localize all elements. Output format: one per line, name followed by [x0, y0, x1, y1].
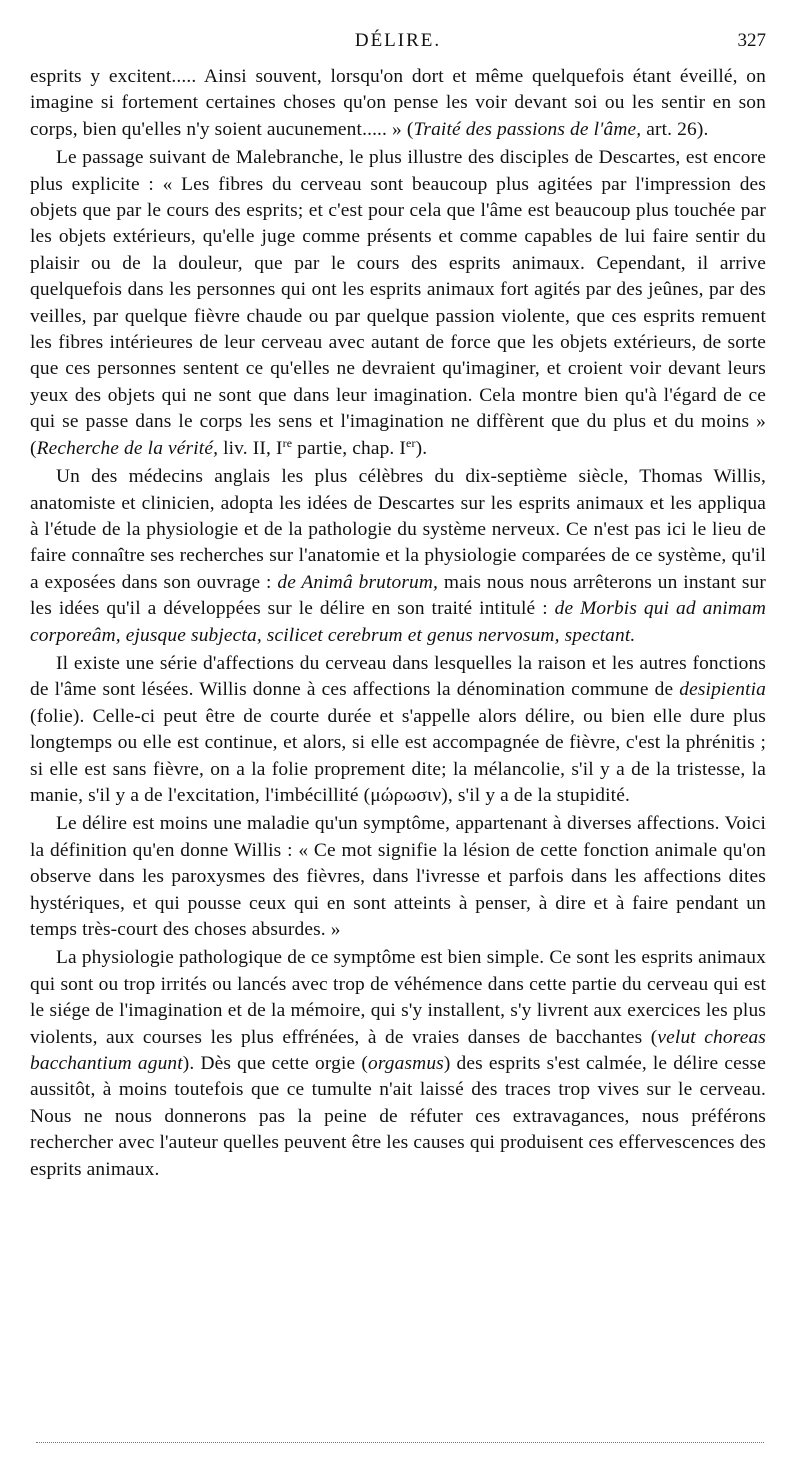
italic-run: Recherche de la vérité, [36, 437, 219, 459]
italic-run: orgasmus [367, 1053, 444, 1075]
paragraph-delire-definition [30, 811, 766, 943]
text-run: (folie). Celle-ci peut être de courte durée et s'appelle alors délire, ou bien elle dure plus longtemps ou elle est continue, et alors, si elle est accompagnée de fièvre, c'est la phrénitis ; si elle est sans fièvre, on a la folie proprement dite; la mélancolie, s'il y a de la tristesse, la manie, s'il y a de l'excitation, l'imbécillité (μώρωσιν), s'il y a de la stupidité. [30, 705, 766, 806]
footer-rule [36, 1442, 764, 1443]
running-header [30, 0, 766, 64]
italic-run: desipientia [679, 679, 766, 701]
italic-run: de Animâ brutorum, [277, 571, 439, 593]
paragraph-desipientia [30, 651, 766, 809]
paragraph-continued [30, 64, 766, 143]
superscript-run: er [406, 435, 416, 450]
paragraph-malebranche [30, 145, 766, 462]
text-run: art. 26). [641, 118, 709, 140]
text-run: Un des médecins anglais les plus célèbres du dix-septième siècle, Thomas Willis, anatomiste et clinicien, adopta les idées de Descartes sur les esprits animaux et les appliqua à l'étude de la physiologie et de la pathologie du système nerveux. Ce n'est pas ici le lieu de faire connaître ses recherches sur l'anatomie et la physiologie comparées de ce système, qu'il a exposées dans son ouvrage : [30, 466, 766, 593]
text-run: Le passage suivant de Malebranche, le plus illustre des disciples de Descartes, est encore plus explicite : « Les fibres du cerveau sont beaucoup plus agitées par l'impression des objets que par le cours des esprits; et c'est pour cela que l'âme est beaucoup plus touchée par les objets extérieurs, qu'elle juge comme présents et comme capables de lui faire sentir du plaisir ou de la douleur, que par le cours des esprits animaux. Cependant, il arrive quelquefois dans les personnes qui ont les esprits animaux fort agités par des jeûnes, par des veilles, par quelque fièvre chaude ou par quelque passion violente, que ces esprits remuent les fibres intérieures de leur cerveau avec autant de force que les objets extérieurs, de sorte que ces personnes sentent ce qu'elles ne devraient qu'imaginer, et croient voir devant leurs yeux des objets qui ne sont que dans leur imagination. Cela montre bien qu'à l'égard de ce qui se passe dans le corps les sens et l'imagination ne diffèrent que du plus et du moins » ( [30, 147, 766, 459]
text-run: ). Dès que cette orgie ( [182, 1053, 368, 1075]
italic-run: Traité des passions de l'âme, [413, 118, 642, 140]
text-run: Il existe une série d'affections du cerveau dans lesquelles la raison et les autres fonctions de l'âme sont lésées. Willis donne à ces affections la dénomination commune de [30, 652, 766, 701]
paragraph-willis [30, 464, 766, 649]
superscript-run: re [282, 435, 293, 450]
page-number: 327 [737, 30, 766, 51]
text-run: ). [415, 437, 428, 459]
text-run: La physiologie pathologique de ce symptôme est bien simple. Ce sont les esprits animaux qui sont ou trop irrités ou lancés avec trop de véhémence dans cette partie du cerveau qui est le siége de l'imagination et de la mémoire, qui s'y installent, s'y livrent aux exercices les plus violents, aux courses les plus effrénées, à de vraies danses de bacchantes ( [30, 947, 766, 1048]
text-run: partie, chap. I [292, 437, 407, 459]
text-run: mais nous nous arrêterons un instant sur les idées qu'il a développées sur le délire en son traité intitulé : [30, 571, 766, 620]
text-run: liv. II, I [218, 437, 283, 459]
running-title: DÉLIRE. [354, 30, 442, 51]
text-run: ) des esprits s'est calmée, le délire cesse aussitôt, à moins toutefois que ce tumulte n'ait laissé des traces trop vives sur le cerveau. Nous ne nous donnerons pas la peine de réfuter ces extravagances, nous préférons rechercher avec l'auteur quelles peuvent être les causes qui produisent ces effervescences des esprits animaux. [30, 1053, 767, 1180]
text-run: esprits y excitent..... Ainsi souvent, lorsqu'on dort et même quelquefois étant éveillé, on imagine si fortement certaines choses qu'on pense les voir devant soi ou les sentir en son corps, bien qu'elles n'y soient aucunement..... » ( [30, 66, 766, 140]
page-body [30, 64, 766, 1183]
paragraph-physiologie [30, 945, 766, 1183]
text-run: Le délire est moins une maladie qu'un symptôme, appartenant à diverses affections. Voici la définition qu'en donne Willis : « Ce mot signifie la lésion de cette fonction animale qu'on observe dans les paroxysmes des fièvres, dans l'ivresse et parfois dans les affections dites hystériques, et qui pousse ceux qui en sont atteints à penser, à dire et à faire pendant un temps très-court des choses absurdes. » [30, 813, 766, 940]
italic-run: de Morbis qui ad animam corporeâm, ejusque subjecta, scilicet cerebrum et genus nervosum, spectant. [30, 598, 766, 646]
italic-run: velut choreas bacchantium agunt [30, 1026, 767, 1075]
